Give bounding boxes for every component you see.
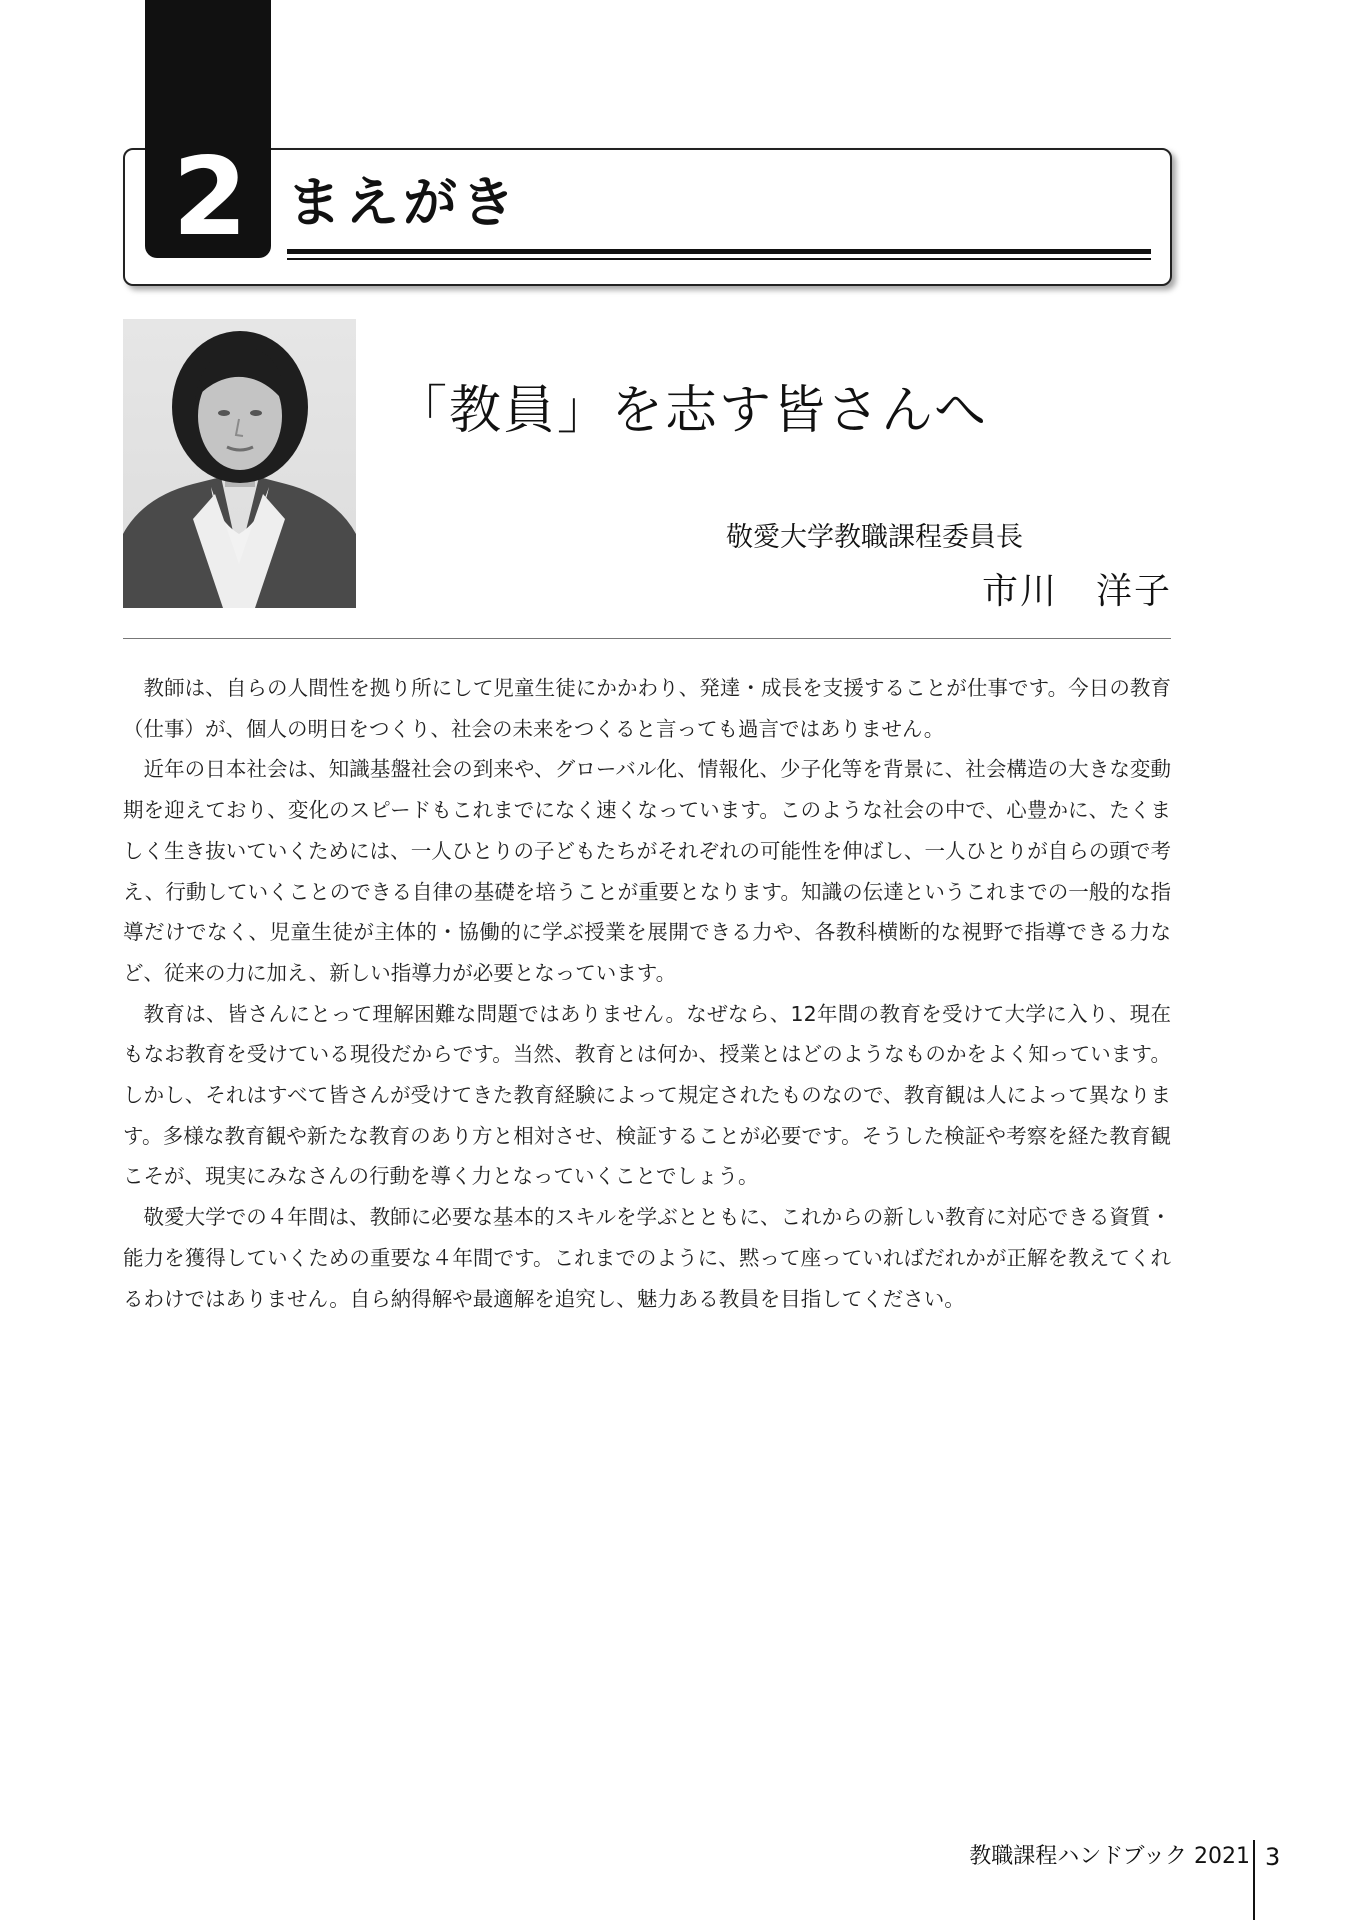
chapter-title-rule-thin <box>287 258 1151 260</box>
author-name: 市川 洋子 <box>981 571 1172 612</box>
chapter-title-rule <box>287 249 1151 254</box>
chapter-number: 2 <box>172 135 244 260</box>
portrait-figure <box>123 319 356 608</box>
section-divider <box>123 638 1171 639</box>
chapter-header-box <box>123 148 1172 286</box>
page-number: 3 <box>1265 1843 1281 1871</box>
body-paragraph: 教師は、自らの人間性を拠り所にして児童生徒にかかわり、発達・成長を支援することが仕事です。今日の教育（仕事）が、個人の明日をつくり、社会の未来をつくると言っても過言ではありません。 <box>123 676 1171 741</box>
footer-book-title: 教職課程ハンドブック 2021 <box>969 1844 1250 1869</box>
body-paragraph: 敬愛大学での４年間は、教師に必要な基本的スキルを学ぶとともに、これからの新しい教育に対応できる資質・能力を獲得していくための重要な４年間です。これまでのように、黙って座っていればだれかが正解を教えてくれるわけではありません。自ら納得解や最適解を追究し、魅力ある教員を目指してください。 <box>123 1205 1171 1311</box>
author-role: 敬愛大学教職課程委員長 <box>726 522 1023 553</box>
article-headline: 「教員」を志す皆さんへ <box>395 381 988 441</box>
body-paragraph: 教育は、皆さんにとって理解困難な問題ではありません。なぜなら、12年間の教育を受けて大学に入り、現在もなお教育を受けている現役だからです。当然、教育とは何か、授業とはどのようなものかをよく知っています。しかし、それはすべて皆さんが受けてきた教育経験によって規定されたものなので、教育観は人によって異なります。多様な教育観や新たな教育のあり方と相対させ、検証することが必要です。そうした検証や考察を経た教育観こそが、現実にみなさんの行動を導く力となっていくことでしょう。 <box>123 1001 1171 1189</box>
footer-separator <box>1253 1840 1255 1920</box>
body-paragraph: 近年の日本社会は、知識基盤社会の到来や、グローバル化、情報化、少子化等を背景に、社会構造の大きな変動期を迎えており、変化のスピードもこれまでになく速くなっています。このような社会の中で、心豊かに、たくましく生き抜いていくためには、一人ひとりの子どもたちがそれぞれの可能性を伸ばし、一人ひとりが自らの頭で考え、行動していくことのできる自律の基礎を培うことが重要となります。知識の伝達というこれまでの一般的な指導だけでなく、児童生徒が主体的・協働的に学ぶ授業を展開できる力や、各教科横断的な視野で指導できる力など、従来の力に加え、新しい指導力が必要となっています。 <box>123 757 1171 985</box>
chapter-title: まえがき <box>287 171 519 234</box>
author-portrait-photo <box>123 319 356 608</box>
body-text <box>123 668 1171 1319</box>
